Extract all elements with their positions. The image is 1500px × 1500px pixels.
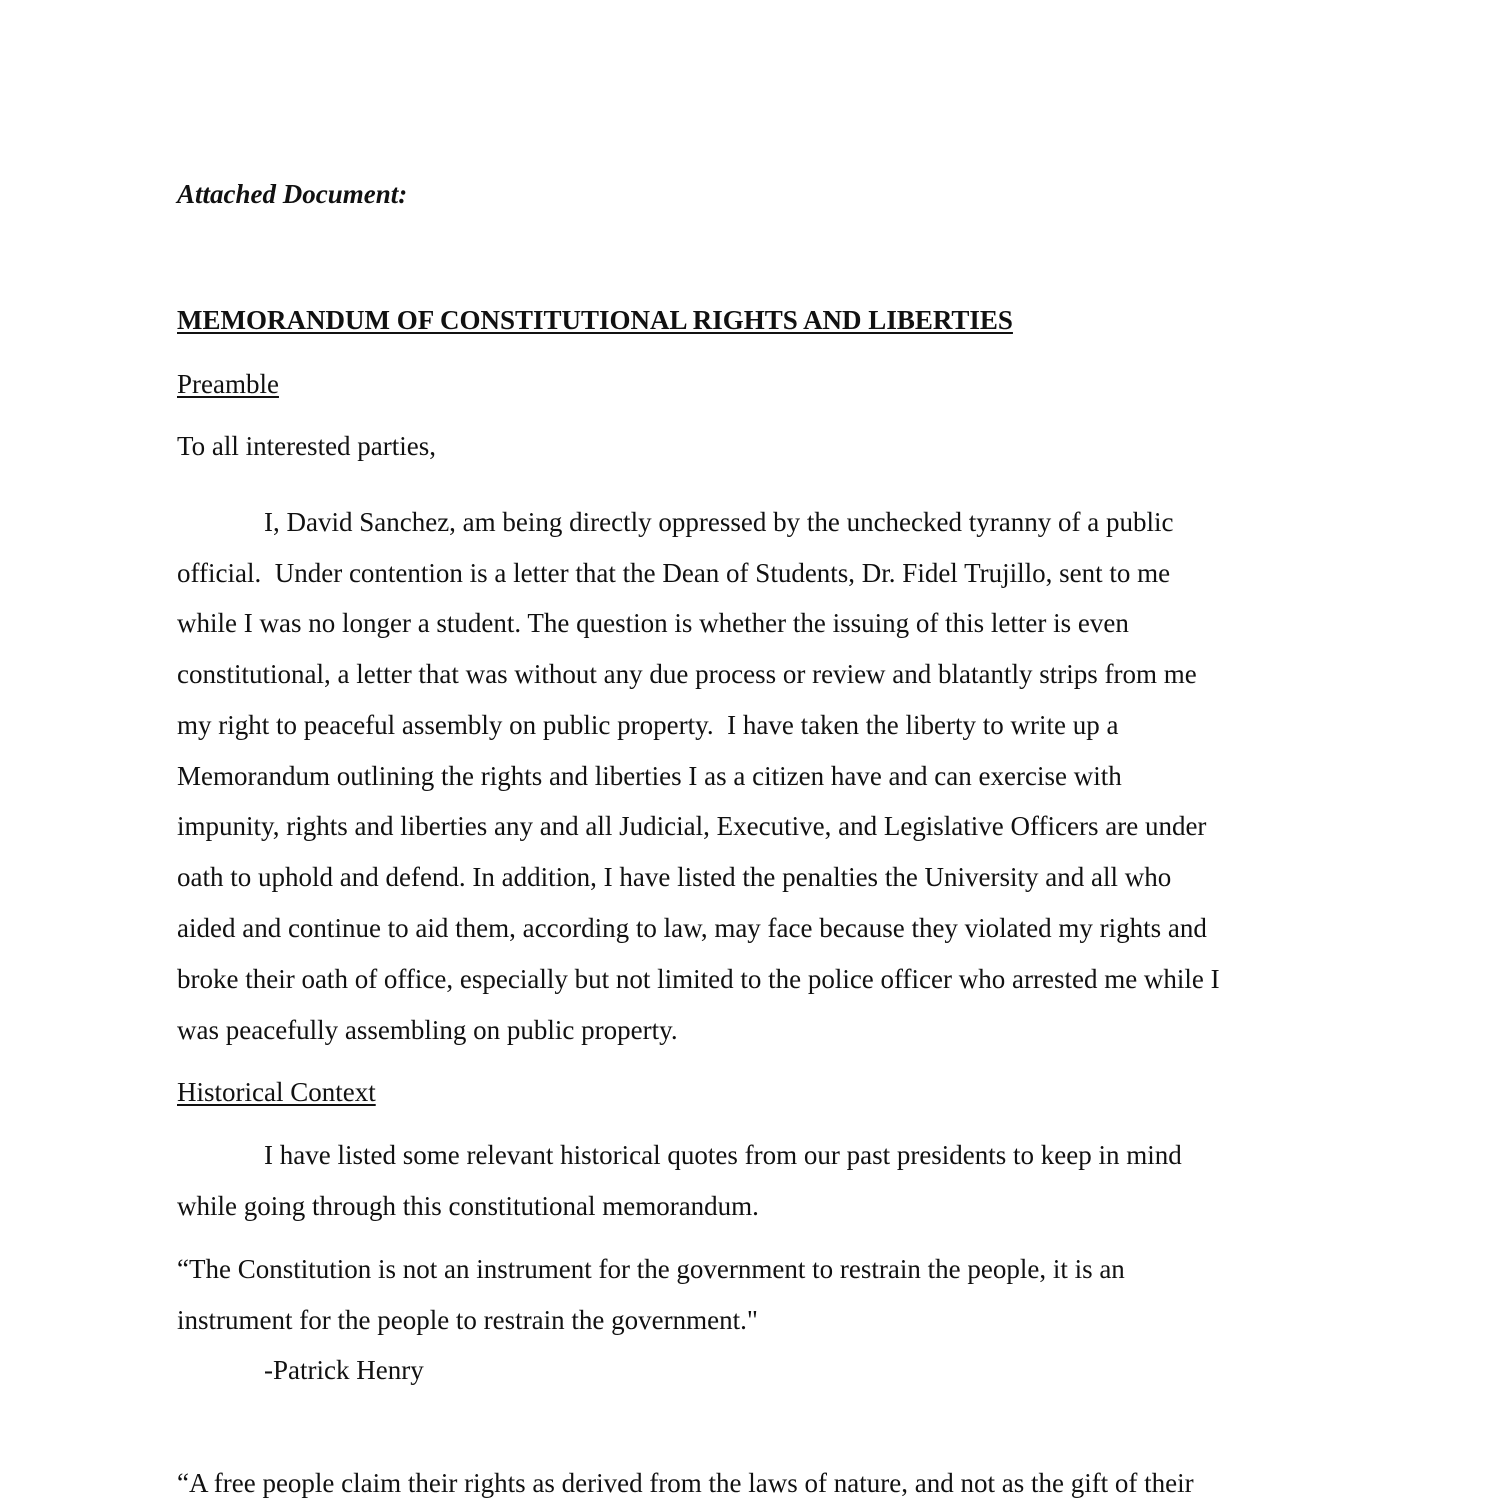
paragraph-line: I have listed some relevant historical quotes from our past presidents to keep in mind [264,1140,1182,1170]
paragraph-line: impunity, rights and liberties any and all Judicial, Executive, and Legislative Officers are under [177,811,1207,841]
paragraph-line: Memorandum outlining the rights and liberties I as a citizen have and can exercise with [177,761,1122,791]
paragraph-line: I, David Sanchez, am being directly oppressed by the unchecked tyranny of a public [264,507,1174,537]
quote-line: “The Constitution is not an instrument for the government to restrain the people, it is an [177,1254,1125,1284]
paragraph-line: official. Under contention is a letter that the Dean of Students, Dr. Fidel Trujillo, sent to me [177,558,1171,588]
salutation: To all interested parties, [177,431,437,461]
historical-context-heading: Historical Context [177,1077,376,1107]
document-title: MEMORANDUM OF CONSTITUTIONAL RIGHTS AND LIBERTIES [177,305,1013,335]
paragraph-line: while I was no longer a student. The question is whether the issuing of this letter is even [177,608,1129,638]
paragraph-line: was peacefully assembling on public property. [177,1015,678,1045]
paragraph-line: oath to uphold and defend. In addition, I have listed the penalties the University and all who [177,862,1172,892]
attached-document-label: Attached Document: [177,179,408,209]
paragraph-line: while going through this constitutional memorandum. [177,1191,759,1221]
preamble-heading: Preamble [177,369,279,399]
quote-author: -Patrick Henry [264,1355,424,1385]
quote-line: instrument for the people to restrain the government." [177,1305,758,1335]
paragraph-line: aided and continue to aid them, according to law, may face because they violated my rights and [177,913,1207,943]
quote-line: “A free people claim their rights as derived from the laws of nature, and not as the gift of their [177,1468,1194,1498]
paragraph-line: constitutional, a letter that was without any due process or review and blatantly strips from me [177,659,1197,689]
paragraph-line: broke their oath of office, especially but not limited to the police officer who arrested me while I [177,964,1220,994]
paragraph-line: my right to peaceful assembly on public property. I have taken the liberty to write up a [177,710,1119,740]
